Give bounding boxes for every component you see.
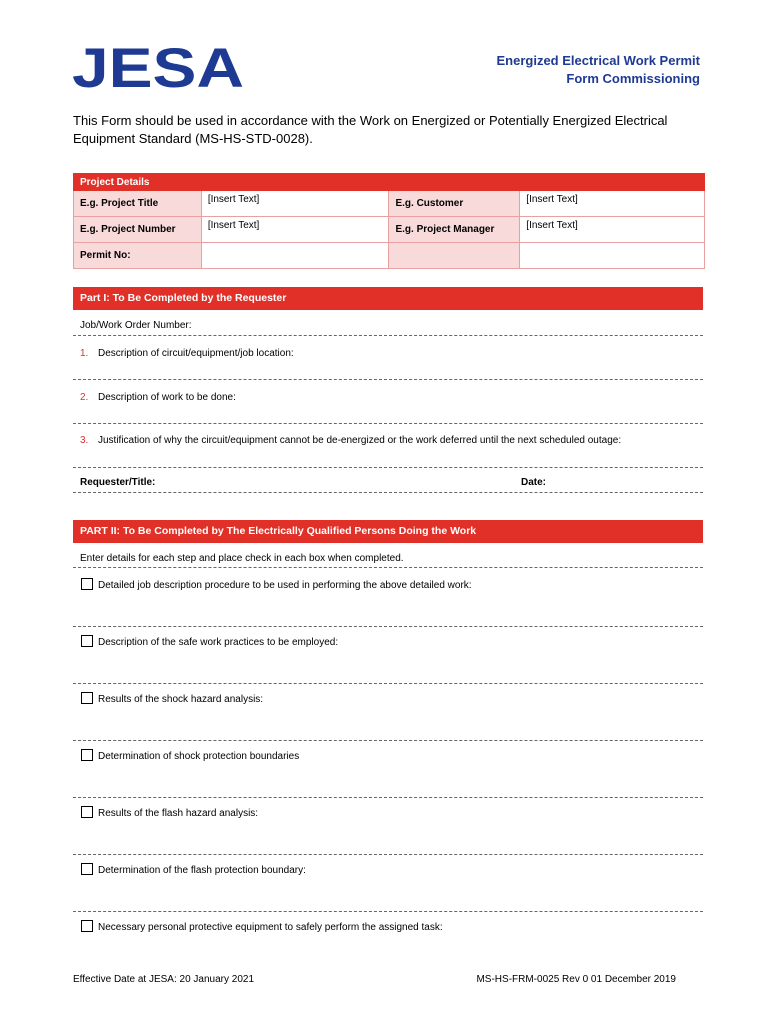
item-3-text: Justification of why the circuit/equipment cannot be de-energized or the work deferred until the next scheduled outage: — [98, 435, 622, 446]
check-label: Detailed job description procedure to be used in performing the above detailed work: — [98, 580, 472, 591]
project-manager-label: E.g. Project Manager — [389, 217, 520, 243]
empty-label-cell — [389, 243, 520, 269]
intro-text: This Form should be used in accordance with the Work on Energized or Potentially Energized Electrical Equipment Standard (MS-HS-STD-0028). — [73, 113, 668, 146]
check-row[interactable] — [73, 749, 703, 798]
checkbox[interactable] — [81, 806, 93, 818]
requester-label: Requester/Title: — [80, 477, 156, 488]
job-order-field[interactable] — [73, 320, 703, 336]
check-row[interactable] — [73, 578, 703, 627]
check-row[interactable] — [73, 863, 703, 912]
date-label: Date: — [521, 477, 547, 488]
item-2-number: 2. — [80, 392, 89, 403]
project-details-table — [73, 173, 705, 269]
checkbox[interactable] — [81, 749, 93, 761]
item-3-field[interactable] — [73, 435, 703, 468]
project-number-label: E.g. Project Number — [74, 217, 202, 243]
part2-heading: PART II: To Be Completed by The Electrically Qualified Persons Doing the Work — [73, 520, 703, 543]
checkbox[interactable] — [81, 635, 93, 647]
check-label: Determination of the flash protection boundary: — [98, 865, 306, 876]
title-line-2: Form Commissioning — [566, 71, 700, 86]
project-title-label: E.g. Project Title — [74, 191, 202, 217]
project-number-field[interactable]: [Insert Text] — [201, 217, 389, 243]
item-1-text: Description of circuit/equipment/job location: — [98, 348, 294, 359]
project-manager-field[interactable]: [Insert Text] — [520, 217, 705, 243]
checkbox[interactable] — [81, 863, 93, 875]
customer-field[interactable]: [Insert Text] — [520, 191, 705, 217]
customer-label: E.g. Customer — [389, 191, 520, 217]
check-label: Results of the flash hazard analysis: — [98, 808, 259, 819]
empty-value-cell[interactable] — [520, 243, 705, 269]
check-row[interactable] — [73, 692, 703, 741]
item-2-text: Description of work to be done: — [98, 392, 236, 403]
jesa-logo — [72, 40, 247, 92]
check-label: Determination of shock protection boundaries — [98, 751, 300, 762]
checkbox[interactable] — [81, 578, 93, 590]
check-label: Results of the shock hazard analysis: — [98, 694, 264, 705]
part2-instructions-row — [73, 553, 703, 568]
title-line-1: Energized Electrical Work Permit — [496, 53, 700, 68]
document-title — [497, 52, 701, 88]
check-label: Necessary personal protective equipment to safely perform the assigned task: — [98, 922, 443, 933]
logo-text: JESA — [72, 40, 245, 92]
checkbox[interactable] — [81, 920, 93, 932]
document-reference: MS-HS-FRM-0025 Rev 0 01 December 2019 — [476, 974, 676, 985]
check-label: Description of the safe work practices to be employed: — [98, 637, 339, 648]
checkbox[interactable] — [81, 692, 93, 704]
item-1-number: 1. — [80, 348, 89, 359]
effective-date: Effective Date at JESA: 20 January 2021 — [73, 974, 255, 985]
check-row[interactable] — [73, 806, 703, 855]
project-title-field[interactable]: [Insert Text] — [201, 191, 389, 217]
check-row[interactable] — [73, 920, 703, 940]
check-row[interactable] — [73, 635, 703, 684]
part1-heading: Part I: To Be Completed by the Requester — [73, 287, 703, 310]
permit-no-field[interactable] — [201, 243, 389, 269]
requester-row[interactable] — [73, 477, 703, 493]
part2-instructions: Enter details for each step and place check in each box when completed. — [80, 553, 404, 564]
item-1-field[interactable] — [73, 348, 703, 380]
item-3-number: 3. — [80, 435, 89, 446]
item-2-field[interactable] — [73, 392, 703, 424]
permit-no-label: Permit No: — [74, 243, 202, 269]
project-details-heading: Project Details — [74, 174, 705, 191]
job-order-label: Job/Work Order Number: — [80, 320, 192, 331]
